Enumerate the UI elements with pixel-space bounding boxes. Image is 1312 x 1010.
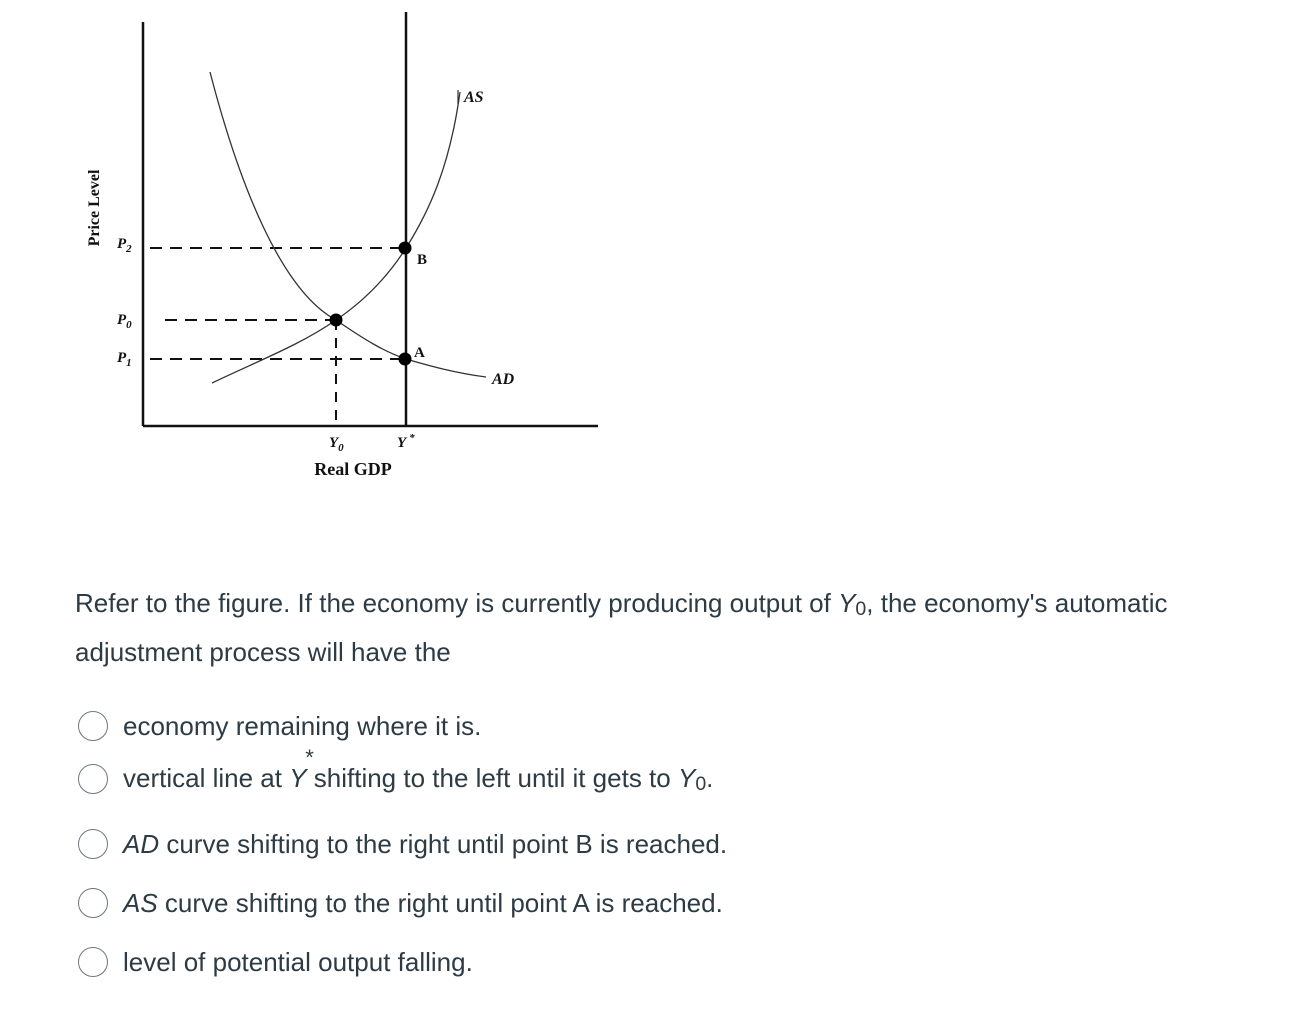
question-text-before: Refer to the figure. If the economy is currently producing output of xyxy=(75,588,839,618)
answer-option-5[interactable] xyxy=(78,942,473,982)
answer-label: AD curve shifting to the right until point B is reached. xyxy=(123,828,728,859)
ystar-label: Y * xyxy=(397,432,415,451)
answer-label: AS curve shifting to the right until point A is reached. xyxy=(123,887,723,918)
point-a-label: A xyxy=(414,345,425,361)
question-y0-var: $Y_0$ xyxy=(838,588,867,620)
y0-label: $Y_0$ xyxy=(329,435,344,454)
radio-button-icon[interactable] xyxy=(78,829,108,859)
as-curve-label: AS xyxy=(464,89,484,106)
point-b-label: B xyxy=(417,252,428,268)
p1-label: $P_1$ xyxy=(117,350,132,369)
initial-equilibrium-point xyxy=(330,314,343,327)
p0-label: $P_0$ xyxy=(117,312,132,331)
ystar-var: Y * xyxy=(289,744,314,793)
radio-button-icon[interactable] xyxy=(78,764,108,794)
p2-label: $P_2$ xyxy=(117,236,132,255)
radio-button-icon[interactable] xyxy=(78,711,108,741)
answer-label: vertical line at Y * shifting to the left until it gets to $Y_0$. xyxy=(123,744,714,795)
ad-curve xyxy=(210,72,486,377)
y-axis-label: Price Level xyxy=(86,169,103,247)
ad-curve-label: AD xyxy=(492,371,515,388)
answer-label: level of potential output falling. xyxy=(123,946,473,977)
answer-option-1[interactable] xyxy=(78,706,481,746)
question-text-after: , the economy's automatic adjustment process will have the xyxy=(75,588,1168,667)
point-a-marker xyxy=(399,353,412,366)
answer-label: economy remaining where it is. xyxy=(123,710,482,741)
as-ad-figure xyxy=(0,0,640,500)
x-axis-label: Real GDP xyxy=(314,459,392,479)
radio-button-icon[interactable] xyxy=(78,947,108,977)
radio-button-icon[interactable] xyxy=(78,888,108,918)
answer-option-2[interactable] xyxy=(78,744,714,799)
answer-option-4[interactable] xyxy=(78,883,723,923)
answer-option-3[interactable] xyxy=(78,824,727,864)
question-text xyxy=(75,582,1235,674)
point-b-marker xyxy=(399,242,412,255)
